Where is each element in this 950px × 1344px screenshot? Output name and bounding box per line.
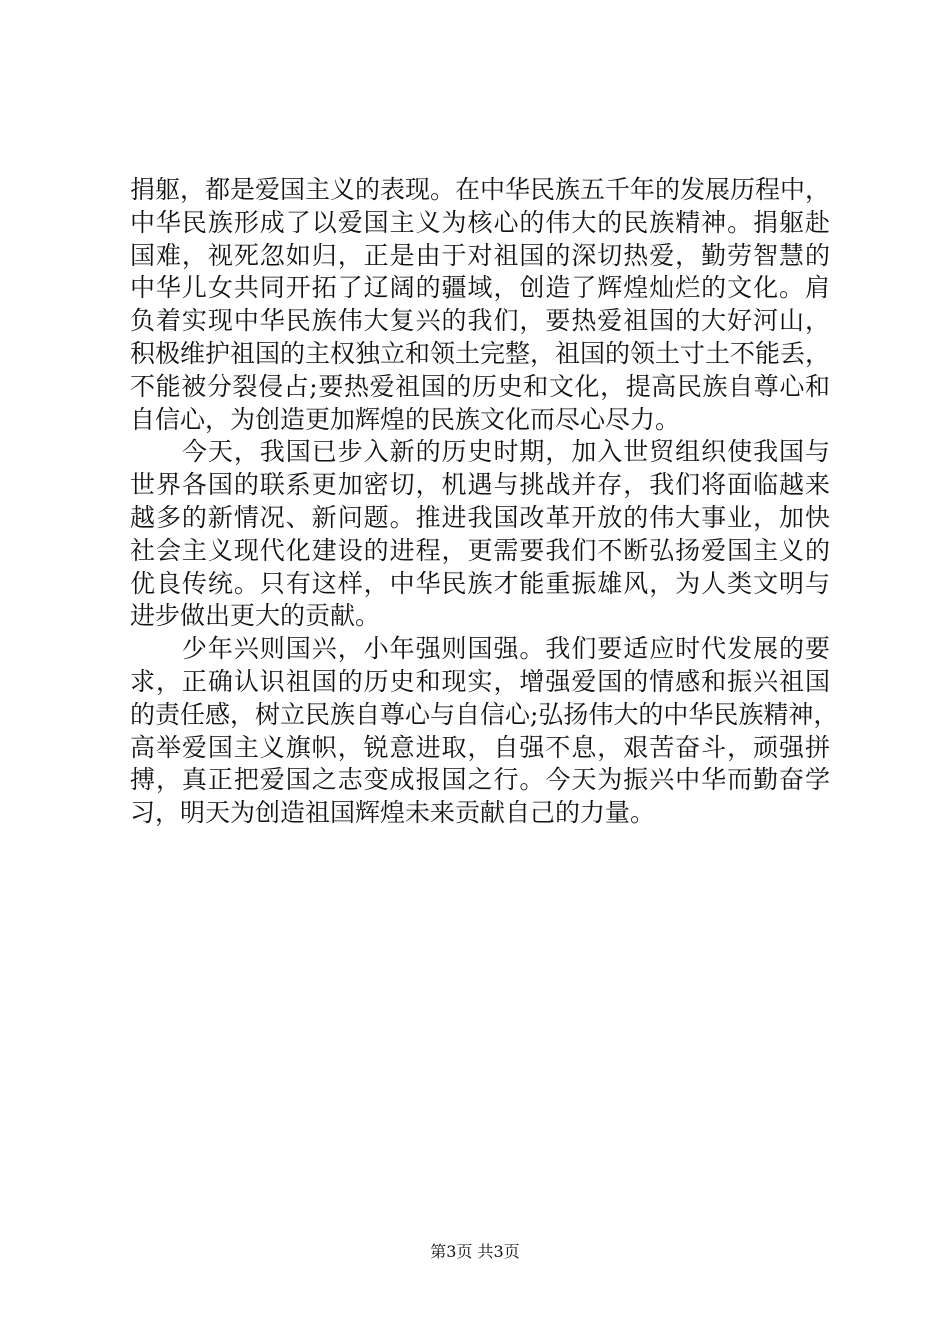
paragraph-line: 优良传统。只有这样，中华民族才能重振雄风，为人类文明与 [130,568,830,598]
paragraph-line: 捐躯，都是爱国主义的表现。在中华民族五千年的发展历程中， [130,175,831,204]
paragraph-line: 负着实现中华民族伟大复兴的我们，要热爱祖国的大好河山， [130,306,830,336]
paragraph-2 [130,436,830,633]
document-body [130,174,839,830]
paragraph-3 [130,633,839,830]
paragraph-line: 世界各国的联系更加密切，机遇与挑战并存，我们将面临越来 [130,470,830,500]
page-number-label: 第3页 共3页 [430,1242,520,1261]
paragraph-line: 社会主义现代化建设的进程，更需要我们不断弘扬爱国主义的 [130,535,830,565]
paragraph-line: 越多的新情况、新问题。推进我国改革开放的伟大事业，加快 [130,502,830,532]
paragraph-line: 中华儿女共同开拓了辽阔的疆域，创造了辉煌灿烂的文化。肩 [130,273,830,303]
paragraph-line: 自信心，为创造更加辉煌的民族文化而尽心尽力。 [130,404,681,434]
paragraph-line: 国难，视死忽如归，正是由于对祖国的深切热爱，勤劳智慧的 [130,240,830,270]
paragraph-line: 高举爱国主义旗帜，锐意进取，自强不息，艰苦奋斗，顽强拼 [130,732,830,762]
paragraph-line: 积极维护祖国的主权独立和领土完整，祖国的领土寸土不能丢， [130,338,831,368]
paragraph-1 [130,174,830,436]
paragraph-line: 不能被分裂侵占;要热爱祖国的历史和文化，提高民族自尊心和 [130,371,830,401]
paragraph-line: 进步做出更大的贡献。 [130,601,381,631]
page-footer [0,1242,950,1262]
paragraph-line: 习，明天为创造祖国辉煌未来贡献自己的力量。 [130,798,656,828]
paragraph-line: 求，正确认识祖国的历史和现实，增强爱国的情感和振兴祖国 [130,666,830,696]
paragraph-line: 今天，我国已步入新的历史时期，加入世贸组织使我国与 [130,437,830,467]
paragraph-line: 的责任感，树立民族自尊心与自信心;弘扬伟大的中华民族精神， [130,699,839,729]
paragraph-line: 少年兴则国兴，小年强则国强。我们要适应时代发展的要 [130,634,830,664]
paragraph-line: 搏，真正把爱国之志变成报国之行。今天为振兴中华而勤奋学 [130,765,830,795]
paragraph-line: 中华民族形成了以爱国主义为核心的伟大的民族精神。捐躯赴 [130,207,830,237]
